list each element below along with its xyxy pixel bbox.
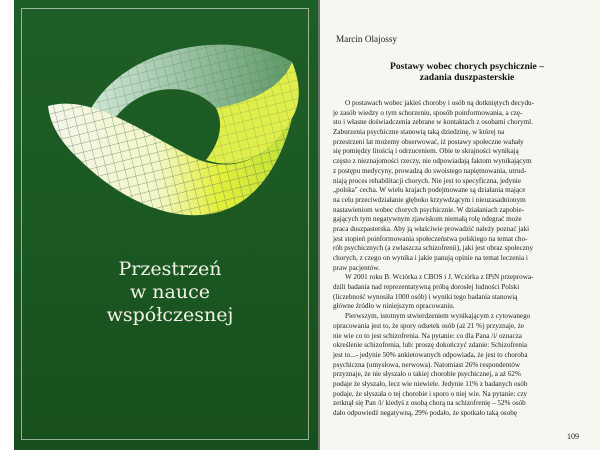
article-text-line: O postawach wobec jakieś choroby i osób ną dotkniętych decydu- bbox=[345, 99, 534, 107]
mobius-strip-illustration bbox=[20, 10, 312, 250]
cover-title-line: w nauce bbox=[130, 281, 210, 303]
article-text-line: Zaburzenia psychiczne stanowią taką dziedzinę, w której na bbox=[333, 128, 505, 137]
article-text-line: W 2001 roku B. Wciórka z CBOS i J. Wciórka z IPiN przeprowa- bbox=[345, 273, 534, 282]
article-text-line: je zasób wiedzy o tym schorzeniu, sposób poinformowania, a czę- bbox=[333, 108, 523, 117]
article-title-line: zadania duszpasterskie bbox=[419, 72, 515, 84]
article-text-line: przyznaje, że nie słyszało o takiej chorobie psychicznej, a aż 62% bbox=[333, 370, 521, 379]
cover-title bbox=[70, 258, 270, 327]
article-author: Marcin Olajossy bbox=[336, 34, 397, 44]
article-text-line: na celu przeciwdziałanie głęboko krzywdzącym i nieuzasadnionym bbox=[333, 195, 526, 204]
article-text-line: główne źródło w niniejszym opracowaniu. bbox=[333, 302, 455, 311]
article-text-line: rób psychicznych (a zwłaszcza schizofrenii), jaki jest obraz społeczny bbox=[333, 244, 534, 253]
article-title bbox=[342, 61, 592, 83]
article-text-line: Pierwszym, istotnym stwierdzeniem wynikającym z cytowanego bbox=[345, 312, 531, 321]
article-text-line: niają proces rehabilitacji chorych. Nie jest to specyficzna, jedynie bbox=[333, 176, 521, 185]
cover-title-line: współczesnej bbox=[106, 304, 234, 326]
article-text-line: sto i własne doświadczenia zebrane w kontaktach z osobami choryml. bbox=[333, 118, 533, 127]
article-text-line: się pomiędzy litością i odrzuceniem. Obie te skrajności wynikają bbox=[333, 147, 519, 156]
article-text-line: z postępu medycyny, prowadzą do swoistego napiętnowania, utrud- bbox=[333, 166, 527, 175]
article-text-line: dało odpowiedź negatywną, 29% podało, że spotkało taką osobę bbox=[333, 409, 518, 417]
article-text-line: praca duszpasterska. Aby ją właściwie prowadzić należy poznać jaki bbox=[333, 224, 530, 233]
article-page bbox=[320, 0, 600, 450]
article-text-line: praw pacjentów. bbox=[333, 263, 380, 272]
article-text-line: psychiczna (umysłowa, nerwowa). Natomiast 26% respondentów bbox=[333, 360, 520, 369]
cover-panel bbox=[14, 0, 318, 450]
article-text-line: gających tym negatywnym zjawiskom niemałą rolę odegrać może bbox=[333, 215, 522, 224]
article-text-line: opracowania jest to, że spory odsetek osób (aż 21 %) przyznaje, że bbox=[333, 321, 524, 330]
article-text-line: podaje że słyszało, lecz wie niewiele. Jedynie 11% z badanych osób bbox=[333, 379, 528, 388]
article-text-line: podaje, że słyszała o tej chorobie i sporo o niej wie. Na pytanie: czy bbox=[333, 389, 528, 398]
article-text-line: przestrzeni lat możemy obserwować, iż postawy społeczne wahały bbox=[333, 137, 524, 146]
article-text-line: jest to...- jedynie 50% ankietowanych odpowiada, że jest to choroba bbox=[333, 350, 528, 359]
article-text-line: określenie schizofrenia, lub: proszę dokończyć zdanie: Schizofrenia bbox=[333, 341, 528, 350]
article-text-line: nastawieniom wobec chorych psychicznie. W działaniach zapobie- bbox=[333, 205, 525, 214]
article-body bbox=[333, 99, 598, 419]
article-text-line: dzili badania nad reprezentatywną próbą dorosłej ludności Polski bbox=[333, 283, 520, 292]
article-text-line: zetknął się Pan /i/ kiedyś z osobą chorą na schizofrenię – 52% osób bbox=[333, 399, 526, 408]
article-text-line: chorych, z czego on wynika i jakie panują opinie na temat leczenia i bbox=[333, 254, 528, 262]
article-text-line: jest stopień poinformowania społeczeństwa polskiego na temat cho- bbox=[333, 234, 528, 243]
cover-title-line: Przestrzeń bbox=[118, 258, 222, 280]
page-number: 109 bbox=[567, 432, 579, 441]
article-title-line: Postawy wobec chorych psychicznie – bbox=[389, 61, 544, 72]
article-text-line: nie wie co to jest schizofrenia. Na pytanie: co dla Pana /i/ oznacza bbox=[333, 331, 522, 340]
article-text-line: często z nieznajomości rzeczy, nie odpowiadają faktom wynikającym bbox=[333, 157, 532, 166]
article-text-line: (liczebność wynosiła 1000 osób) i wyniki tego badania stanowią bbox=[333, 292, 518, 301]
article-text-line: „polska" cecha. W wielu krajach podejmowane są działania mające bbox=[333, 186, 526, 195]
